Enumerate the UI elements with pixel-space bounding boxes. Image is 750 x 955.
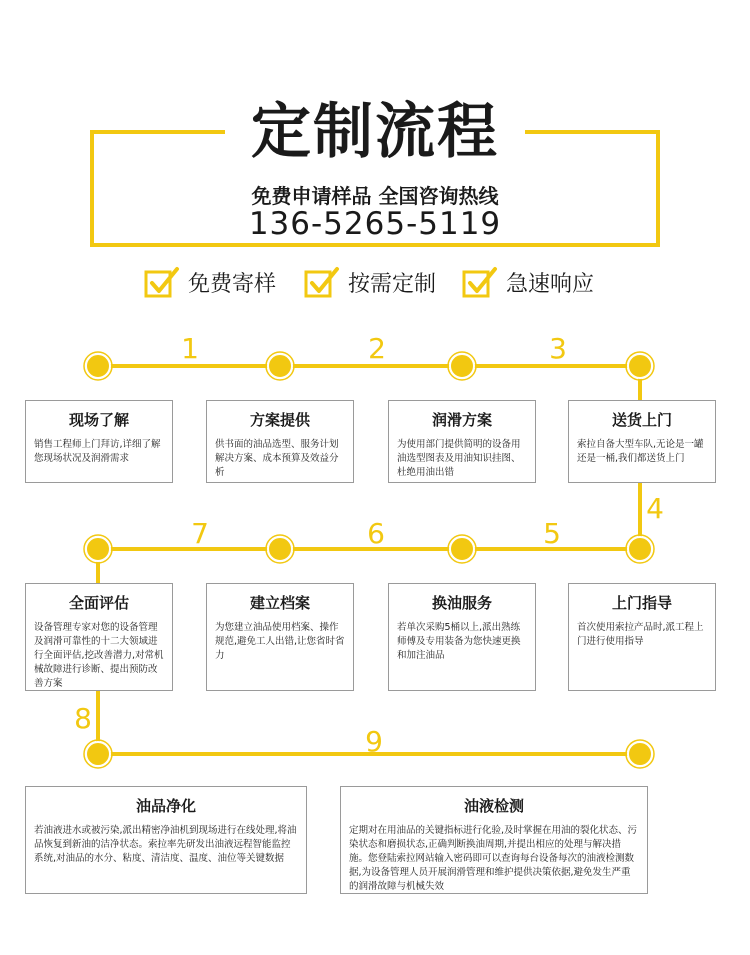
- step-number-8: 8: [74, 702, 92, 735]
- step-card-desc: 若单次采购5桶以上,派出熟练师傅及专用装备为您快速更换和加注油品: [397, 622, 521, 661]
- step-card-oil-change: [388, 583, 536, 691]
- flow-node: [84, 740, 112, 768]
- step-number-3: 3: [549, 332, 567, 365]
- step-card-title: 全面评估: [68, 594, 129, 612]
- step-card-delivery: [568, 400, 716, 483]
- step-card-onsite-guidance: [568, 583, 716, 691]
- step-card-title: 润滑方案: [431, 411, 492, 429]
- feature-label: 按需定制: [348, 271, 437, 297]
- flow-node: [84, 535, 112, 563]
- hotline-subtitle: 免费申请样品 全国咨询热线: [251, 184, 499, 208]
- feature-label: 免费寄样: [188, 271, 277, 297]
- step-number-2: 2: [368, 332, 386, 365]
- step-card-lubrication-plan: [388, 400, 536, 483]
- step-card-desc: 设备管理专家对您的设备管理及润滑可靠性的十二大领域进行全面评估,挖改善潜力,对常机械故障进行诊断、提出预防改善方案: [34, 622, 164, 689]
- step-card-title: 油品净化: [135, 797, 196, 815]
- step-card-desc: 索拉自备大型车队,无论是一罐还是一桶,我们都送货上门: [577, 439, 704, 464]
- flow-node: [448, 535, 476, 563]
- step-card-desc: 为您建立油品使用档案、操作规范,避免工人出错,让您省时省力: [215, 622, 345, 661]
- step-card-title: 方案提供: [249, 411, 310, 429]
- step-card-solution: [206, 400, 354, 483]
- flow-node: [626, 740, 654, 768]
- step-card-desc: 若油液进水或被污染,派出精密净油机到现场进行在线处理,将油品恢复到新油的洁净状态。索拉率先研发出油液远程智能监控系统,对油品的水分、粘度、清洁度、温度、油位等关键数据: [34, 825, 297, 864]
- step-card-desc: 定期对在用油品的关键指标进行化验,及时掌握在用油的裂化状态、污染状态和磨损状态,正确判断换油周期,并提出相应的处理与解决措施。您登陆索拉网站输入密码即可以查询每台设备每次的油液检测数据,为设备管理人员开展润滑管理和维护提供决策依据,避免发生严重的润滑故障与机械失效: [349, 825, 638, 892]
- step-card-desc: 供书面的油品选型、服务计划解决方案、成本预算及效益分析: [215, 439, 339, 478]
- hotline-phone[interactable]: 136-5265-5119: [248, 206, 502, 242]
- step-number-1: 1: [181, 332, 199, 365]
- step-card-title: 建立档案: [249, 594, 310, 612]
- step-number-5: 5: [543, 517, 561, 550]
- flow-node: [448, 352, 476, 380]
- step-card-title: 送货上门: [611, 411, 672, 429]
- step-number-9: 9: [365, 725, 383, 758]
- step-card-desc: 为使用部门提供简明的设备用油选型图表及用油知识挂图、杜绝用油出错: [397, 439, 521, 478]
- flow-node: [266, 535, 294, 563]
- step-card-title: 上门指导: [611, 594, 672, 612]
- step-card-title: 现场了解: [68, 411, 129, 429]
- step-card-oil-purification: [25, 786, 307, 894]
- flow-node: [84, 352, 112, 380]
- step-number-7: 7: [191, 517, 209, 550]
- step-card-oil-testing: [340, 786, 648, 894]
- step-card-records: [206, 583, 354, 691]
- step-card-desc: 销售工程师上门拜访,详细了解您现场状况及润滑需求: [34, 439, 161, 464]
- page-title: 定制流程: [225, 92, 525, 172]
- step-card-site-survey: [25, 400, 173, 483]
- step-card-title: 油液检测: [463, 797, 524, 815]
- step-card-desc: 首次使用索拉产品时,派工程上门进行使用指导: [577, 622, 704, 647]
- step-card-assessment: [25, 583, 173, 691]
- step-card-title: 换油服务: [431, 594, 492, 612]
- flow-node: [626, 352, 654, 380]
- feature-label: 急速响应: [506, 271, 595, 297]
- flow-node: [626, 535, 654, 563]
- flow-node: [266, 352, 294, 380]
- step-number-6: 6: [367, 517, 385, 550]
- step-number-4: 4: [646, 492, 664, 525]
